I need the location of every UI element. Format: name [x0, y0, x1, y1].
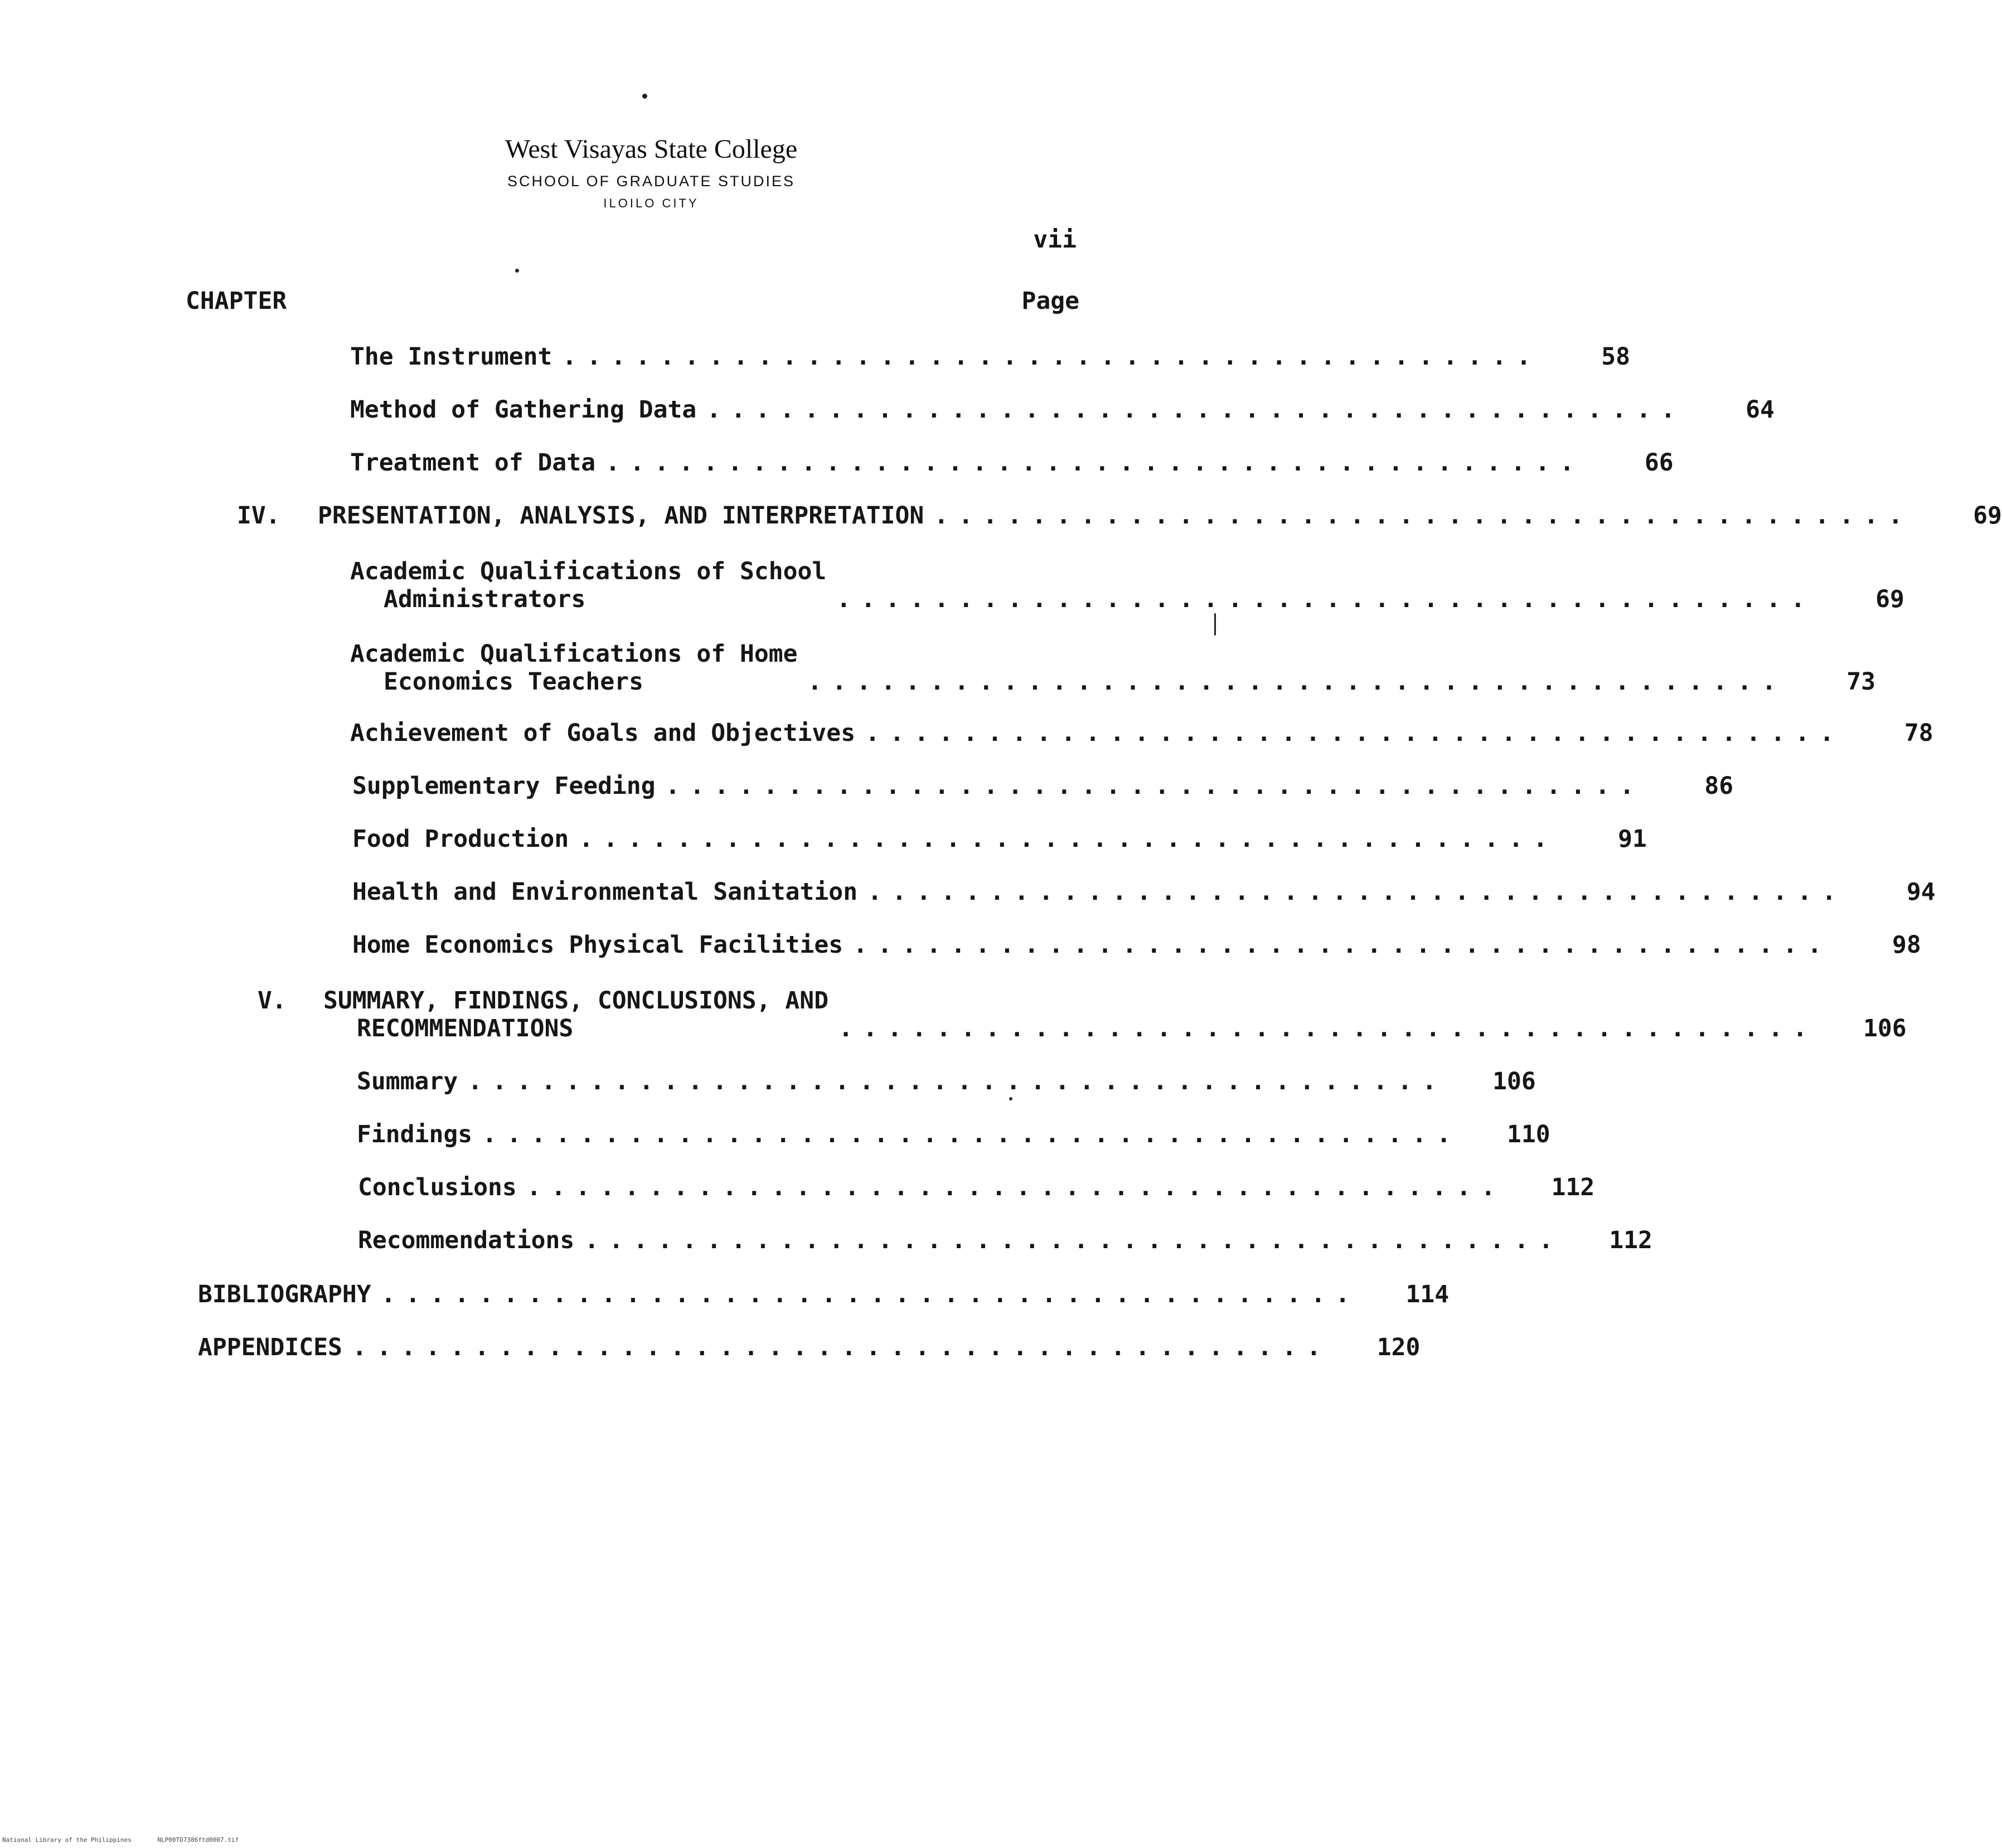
leader-dots: ........................................ [836, 585, 1815, 613]
toc-entry-title-block [357, 1121, 472, 1148]
toc-page-number: 120 [1376, 1333, 1421, 1361]
scan-speck [642, 94, 647, 99]
page-column-header: Page [1021, 287, 1079, 315]
leader-dots: ........................................ [584, 1226, 1563, 1254]
toc-entry-title-block [198, 1333, 342, 1361]
scan-speck [1009, 1097, 1012, 1100]
toc-entry-title: PRESENTATION, ANALYSIS, AND INTERPRETATION [318, 502, 924, 530]
toc-entry [357, 1121, 1550, 1148]
toc-entry-title-block [323, 987, 828, 1042]
toc-entry-title: Supplementary Feeding [352, 772, 656, 800]
toc-page-number: 106 [1492, 1068, 1536, 1095]
leader-dots: ........................................ [605, 449, 1584, 477]
toc-entry [258, 987, 1907, 1042]
toc-entry-title-block [350, 396, 696, 424]
toc-entry-title: Method of Gathering Data [350, 396, 697, 424]
toc-entry [352, 931, 1921, 959]
leader-dots: ........................................ [853, 931, 1832, 959]
toc-entry-title-block [358, 1173, 517, 1201]
toc-entry-title-block [352, 878, 857, 906]
toc-entry [198, 1280, 1450, 1308]
toc-entry-title-block [358, 1226, 574, 1254]
toc-entry-title-block [352, 825, 569, 853]
toc-entry [352, 878, 1936, 906]
toc-entry-title: Findings [357, 1121, 473, 1148]
leader-dots: ........................................ [352, 1333, 1331, 1361]
toc-entry-title: Academic Qualifications of School [350, 557, 827, 585]
chapter-column-header: CHAPTER [186, 287, 287, 315]
toc-entry [350, 343, 1630, 371]
toc-page-number: 112 [1551, 1173, 1595, 1201]
toc-entry-title-block [350, 719, 855, 747]
chapter-number: V. [258, 987, 287, 1015]
leader-dots: ........................................ [807, 668, 1787, 696]
leader-dots: ........................................ [665, 772, 1645, 800]
toc-entry-title-block [350, 640, 798, 696]
toc-page-number: 58 [1601, 343, 1630, 371]
toc-entry-title: APPENDICES [198, 1333, 342, 1361]
toc-page-number: 91 [1618, 825, 1647, 853]
footer-file: NLP00TD7386ftd0007.tif [157, 1836, 239, 1844]
toc-page-number: 69 [1875, 585, 1904, 613]
school-name: SCHOOL OF GRADUATE STUDIES [507, 173, 796, 190]
toc-entry-title: Academic Qualifications of Home [350, 640, 798, 668]
toc-entry-title-block [198, 1280, 371, 1308]
toc-entry [350, 557, 1904, 613]
leader-dots: ........................................ [838, 1015, 1817, 1042]
city-name: ILOILO CITY [603, 196, 699, 210]
toc-entry-title: Food Production [352, 825, 569, 853]
toc-entry-title-continued: RECOMMENDATIONS [357, 1015, 574, 1042]
leader-dots: ........................................ [482, 1121, 1461, 1148]
toc-entry-title-continued: Economics Teachers [384, 668, 643, 696]
toc-entry-title: Treatment of Data [350, 449, 596, 477]
toc-page-number: 94 [1906, 878, 1936, 906]
toc-entry [350, 640, 1876, 696]
toc-page-number: 112 [1609, 1226, 1652, 1254]
chapter-number: IV. [237, 502, 280, 530]
toc-entry-title: SUMMARY, FINDINGS, CONCLUSIONS, AND [323, 987, 829, 1015]
toc-entry [358, 1173, 1595, 1201]
college-name: West Visayas State College [505, 134, 798, 164]
leader-dots: ........................................ [706, 396, 1685, 424]
toc-entry [358, 1226, 1652, 1254]
leader-dots: ........................................ [562, 343, 1541, 371]
toc-entry-title-block [318, 502, 924, 530]
toc-page-number: 78 [1904, 719, 1933, 747]
toc-entry-title: Conclusions [358, 1173, 517, 1201]
toc-entry-title-block [350, 557, 826, 613]
toc-entry-title: Home Economics Physical Facilities [352, 931, 844, 959]
toc-page-number: 110 [1506, 1121, 1550, 1148]
toc-page-number: 73 [1846, 668, 1876, 696]
footer-library: National Library of the Philippines [2, 1836, 132, 1844]
scan-speck [515, 269, 519, 273]
toc-entry-title: Summary [357, 1068, 458, 1095]
toc-entry-title: BIBLIOGRAPHY [198, 1280, 371, 1308]
toc-entry [350, 719, 1933, 747]
page-number: vii [1033, 226, 1077, 254]
toc-page-number: 66 [1644, 449, 1674, 477]
toc-entry-title-block [352, 931, 843, 959]
toc-entry-title: Recommendations [358, 1226, 575, 1254]
toc-entry-title-block [350, 343, 552, 371]
toc-entry-title-continued: Administrators [384, 585, 586, 613]
toc-page-number: 114 [1405, 1280, 1450, 1308]
toc-page-number: 69 [1973, 502, 2002, 530]
toc-entry-title: Health and Environmental Sanitation [352, 878, 858, 906]
toc-entry [350, 396, 1775, 424]
toc-entry-title: Achievement of Goals and Objectives [350, 719, 856, 747]
toc-entry [237, 502, 2002, 530]
toc-page-number: 86 [1704, 772, 1734, 800]
toc-page-number: 106 [1863, 1015, 1907, 1042]
scan-speck [1214, 613, 1216, 636]
leader-dots: ........................................ [579, 825, 1558, 853]
toc-page-number: 98 [1892, 931, 1921, 959]
leader-dots: ........................................ [526, 1173, 1506, 1201]
toc-entry-title-block [357, 1068, 458, 1095]
toc-entry-title-block [352, 772, 656, 800]
toc-entry-title-block [350, 449, 595, 477]
leader-dots: ........................................ [468, 1068, 1447, 1095]
toc-page-number: 64 [1746, 396, 1775, 424]
toc-entry [357, 1068, 1536, 1095]
leader-dots: ........................................ [934, 502, 1913, 530]
leader-dots: ........................................ [381, 1280, 1360, 1308]
toc-entry [350, 449, 1674, 477]
toc-entry [352, 825, 1647, 853]
scan-footer [2, 1836, 261, 1844]
leader-dots: ........................................ [867, 878, 1846, 906]
toc-entry [198, 1333, 1421, 1361]
toc-entry [352, 772, 1734, 800]
toc-entry-title: The Instrument [350, 343, 552, 371]
leader-dots: ........................................ [865, 719, 1844, 747]
